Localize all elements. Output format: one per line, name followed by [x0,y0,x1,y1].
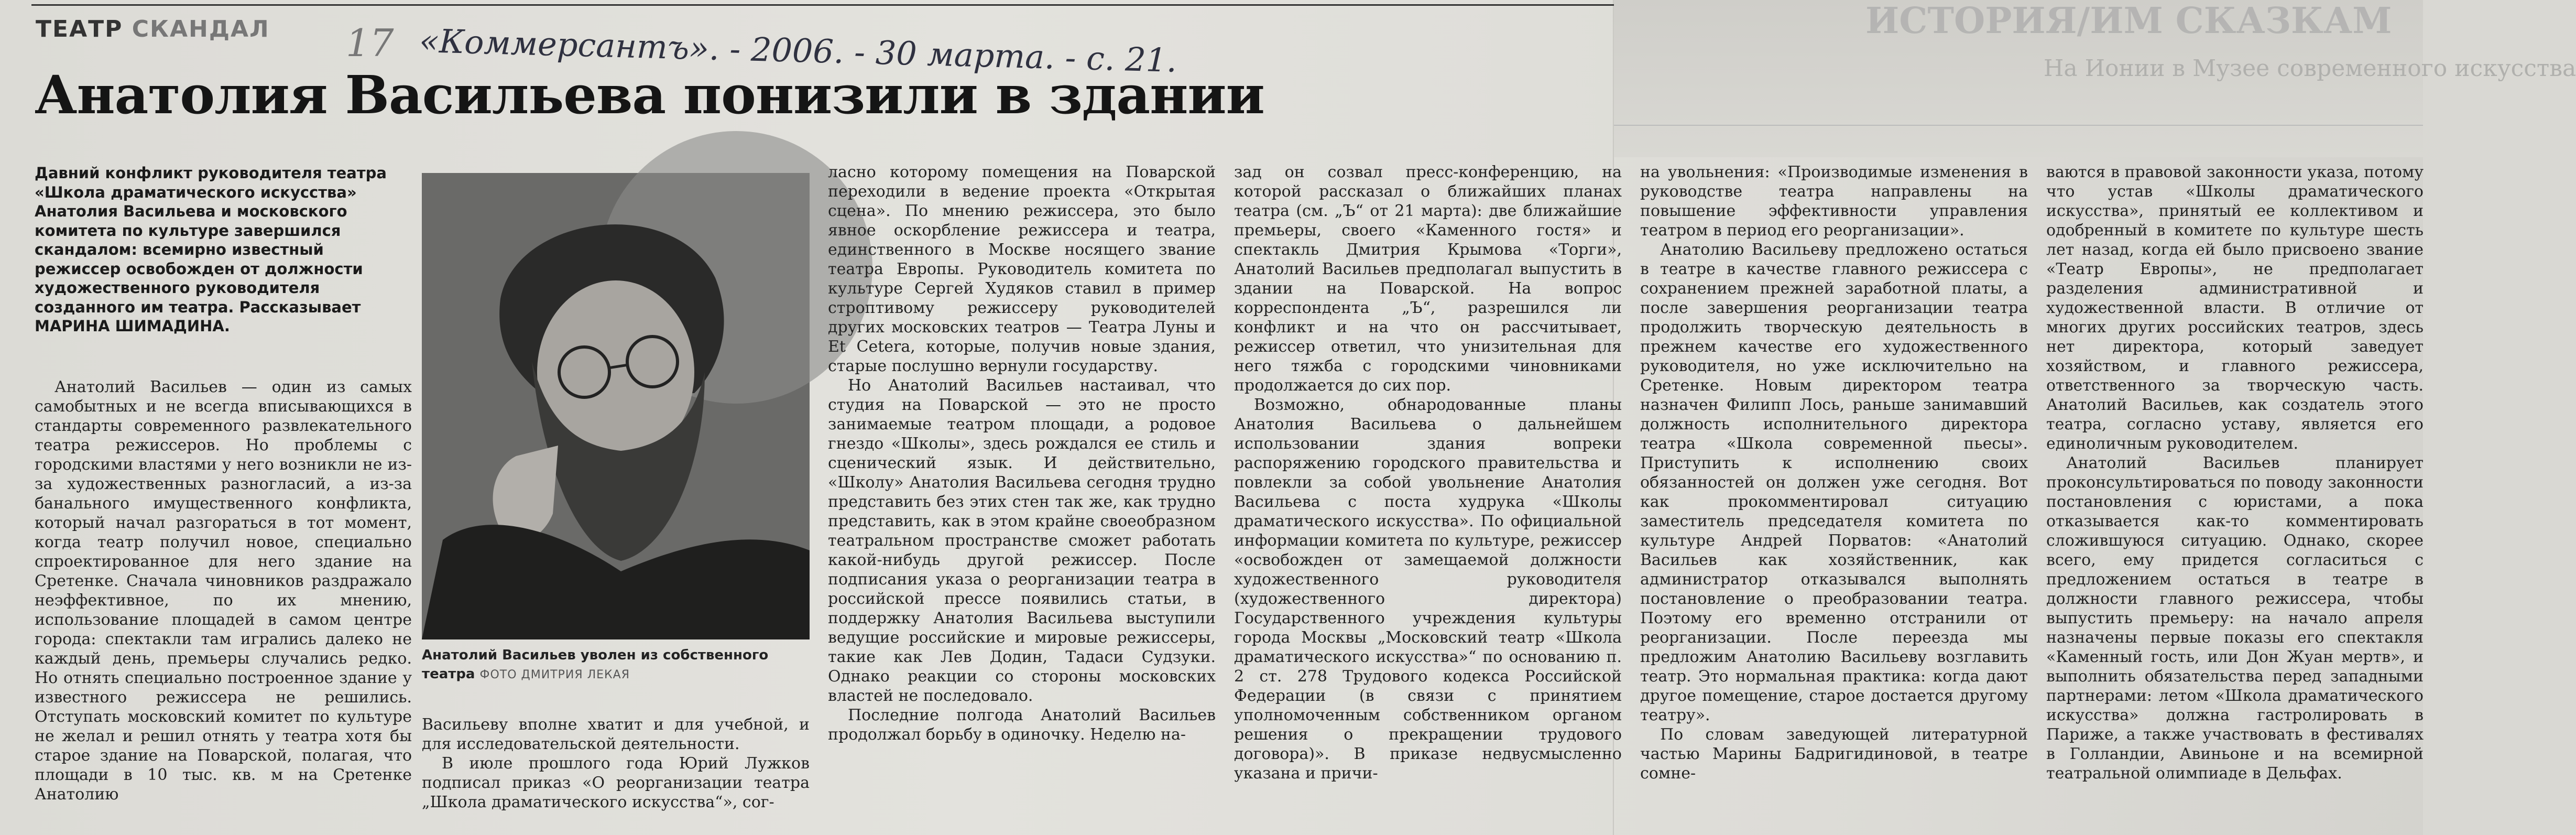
portrait-illustration [422,173,810,639]
lead-author: МАРИНА ШИМАДИНА. [35,317,230,335]
column-5 [1640,162,2028,835]
paragraph: В июле прошлого года Юрий Лужков подписал приказ «О реорганизации театра „Школа драматического искусства“», сог- [422,754,810,811]
caption-text: Анатолий Васильев уволен из собственного театра [422,647,769,682]
photo-caption [422,646,810,685]
lead-text: Давний конфликт руководителя театра «Школа драматического искусства» Анатолия Васильева и московского комитета по культуре завершился скандалом: всемирно известный режиссер освобожден от должности художественного руководителя созданного им театра. Рассказывает [35,164,387,316]
paragraph: Возможно, обнародованные планы Анатолия Васильева о дальнейшем использовании здания вопреки распоряжению городского правительства и повлекли за собой увольнение Анатолия Васильева с поста худрука «Школы драматического искусства». По официальной информации комитета по культуре, режиссер «освобожден от замещаемой должности художественного руководителя (художественного директора) Государственного учреждения культуры города Москвы „Московский театр «Школа драматического искусства»“ по основанию п. 2 ст. 278 Трудового кодекса Российской Федерации (в связи с принятием уполномоченным собственником органом решения о прекращении трудового договора)». В приказе недвусмысленно указана и причи- [1234,396,1622,783]
handwritten-source-note: «Коммерсантъ». - 2006. - 30 марта. - с. 21. [419,21,1177,80]
article-lead [35,164,412,371]
handwritten-number: 17 [346,21,394,65]
paragraph: зад он созвал пресс-конференцию, на которой рассказал о ближайших планах театра (см. „Ъ“ от 21 марта): две ближайшие премьеры, своего «Каменного гостя» и спектакль Дмитрия Крымова «Торги», Анатолий Васильев предполагал выпустить в здании на Поварской. На вопрос корреспондента „Ъ“, разрешился ли конфликт и на что он рассчитывает, режиссер ответил, что унизительная для него тяжба с городскими чиновниками продолжается до сих пор. [1234,163,1622,395]
column-1 [35,377,412,835]
rubric-theatre: ТЕАТР [36,16,123,42]
paragraph: Васильеву вполне хватит и для учебной, и для исследовательской деятельности. [422,715,810,753]
adjacent-page-rule [1614,125,2423,126]
column-3 [828,162,1216,835]
rubric-scandal: СКАНДАЛ [132,16,270,42]
column-4 [1234,162,1622,835]
paragraph: Анатолию Васильеву предложено остаться в театре в качестве главного режиссера с сохранением прежней заработной платы, а после завершения реорганизации театра продолжить творческую деятельность в прежнем качестве его художественного руководителя, но уже исключительно на Сретенке. Новым директором театра назначен Филипп Лось, раньше занимавший должность исполнительного директора театра «Школа современной пьесы». Приступить к исполнению своих обязанностей он должен уже сегодня. Вот как прокомментировал ситуацию заместитель председателя комитета по культуре Андрей Порватов: «Анатолий Васильев как хозяйственник, как администратор отказывался выполнять постановление о преобразовании театра. Поэтому его временно отстранили от реорганизации. После переезда мы предложим Анатолию Васильеву возглавить театр. Это нормальная практика: когда дают другое помещение, старое достается другому театру». [1640,241,2028,724]
section-rubric [36,16,270,42]
portrait-photo [422,173,810,639]
top-rule [31,4,1614,6]
paragraph: Анатолий Васильев — один из самых самобытных и не всегда вписывающихся в стандарты современного развлекательного театра режиссеров. Но проблемы с городскими властями у него возникли не из-за художественных разногласий, а из-за банального имущественного конфликта, который начал разгораться в тот момент, когда театр получил новое, специально спроектированное для него здание на Сретенке. Сначала чиновников раздражало неэффективное, по их мнению, использование площадей в самом центре города: спектакли там игрались далеко не каждый день, премьеры случались редко. Но отнять специально построенное здание у известного режиссера не решились. Отступать московский комитет по культуре не желал и решил отнять у театра хотя бы старое здание на Поварской, полагая, что площади в 10 тыс. кв. м на Сретенке Анатолию [35,378,412,804]
paragraph: ваются в правовой законности указа, потому что устав «Школы драматического искусства», принятый ее коллективом и одобренный в комитете по культуре шесть лет назад, когда ей было присвоено звание «Театр Европы», не предполагает разделения административной и художественной власти. В отличие от многих других российских театров, здесь нет директора, который заведует хозяйством, и главного режиссера, ответственного за творческую часть. Анатолий Васильев, как создатель этого театра, согласно уставу, является его единоличным руководителем. [2046,163,2424,453]
paragraph: на увольнения: «Производимые изменения в руководстве театра направлены на повышение эффективности управления театром в период его реорганизации». [1640,163,2028,240]
paragraph: По словам заведующей литературной частью Марины Бадригидиновой, в театре сомне- [1640,725,2028,783]
column-6 [2046,162,2424,835]
paragraph: Последние полгода Анатолий Васильев продолжал борьбу в одиночку. Неделю на- [828,706,1216,744]
paragraph: ласно которому помещения на Поварской переходили в ведение проекта «Открытая сцена». По мнению режиссера, это было явное оскорбление режиссера и театра, единственного в Москве носящего звание театра Европы. Руководитель комитета по культуре Сергей Худяков ставил в пример строптивому режиссеру руководителей других московских театров — Театра Луны и Et Cetera, которые, получив новые здания, старые послушно вернули государству. [828,163,1216,375]
column-2 [422,715,810,835]
article-headline: Анатолия Васильева понизили в здании [35,64,1264,126]
adjacent-page-subhead: На Ионии в Музее современного искусства [2044,55,2576,82]
paragraph: Но Анатолий Васильев настаивал, что студия на Поварской — это не просто занимаемые театром площади, а родовое гнездо «Школы», здесь рождался ее стиль и сценический язык. И действительно, «Школу» Анатолия Васильева сегодня трудно представить без этих стен так же, как трудно представить, как в этом крайне своеобразном театральном пространстве сможет работать какой-нибудь другой режиссер. После подписания указа о реорганизации театра в российской прессе появились статьи, в поддержку Анатолия Васильева выступили ведущие российские и мировые режиссеры, такие как Лев Додин, Тадаси Судзуки. Однако реакции со стороны московских властей не последовало. [828,376,1216,705]
paragraph: Анатолий Васильев планирует проконсультироваться по поводу законности постановления с юристами, а пока отказывается как-то комментировать сложившуюся ситуацию. Однако, скорее всего, ему придется согласиться с предложением остаться в театре в должности главного режиссера, чтобы выпустить премьеру: на начало апреля назначены первые показы его спектакля «Каменный гость, или Дон Жуан мертв», и выполнить обязательства перед западными партнерами: летом «Школа драматического искусства» должна гастролировать в Париже, а также участвовать в фестивалях в Голландии, Авиньоне и на всемирной театральной олимпиаде в Дельфах. [2046,454,2424,783]
adjacent-page-headline: ИСТОРИЯ/ИМ СКАЗКАМ [1865,0,2392,42]
photo-credit: ФОТО ДМИТРИЯ ЛЕКАЯ [479,668,630,681]
